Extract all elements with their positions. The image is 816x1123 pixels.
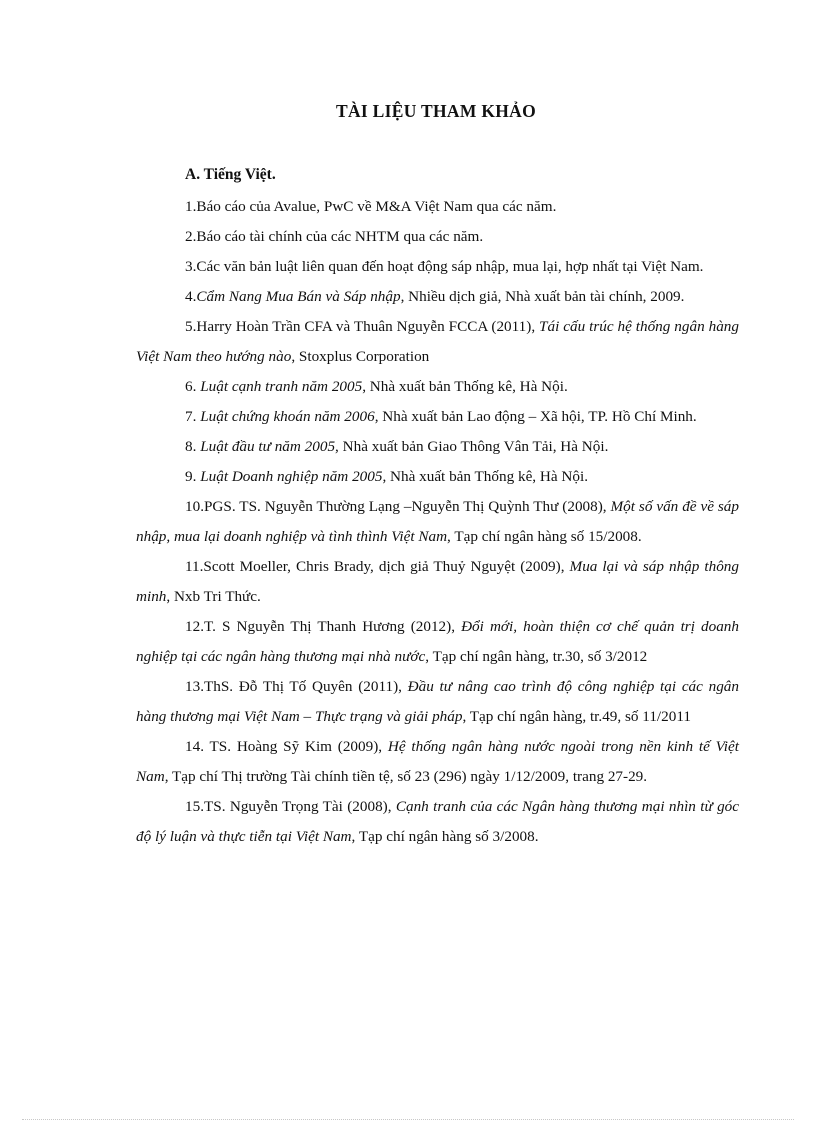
reference-item bbox=[136, 732, 739, 792]
reference-details: , Tạp chí ngân hàng, tr.30, số 3/2012 bbox=[425, 648, 648, 665]
reference-number: 14. bbox=[185, 738, 210, 755]
reference-item bbox=[136, 192, 739, 222]
reference-number: 3. bbox=[185, 258, 197, 275]
reference-details: , Tạp chí ngân hàng số 3/2008. bbox=[351, 828, 539, 845]
reference-details: , Nxb Tri Thức. bbox=[166, 588, 261, 605]
reference-text: ThS. Đỗ Thị Tố Quyên (2011), bbox=[203, 678, 408, 695]
reference-item bbox=[136, 372, 739, 402]
reference-title: Đổi mới, hoàn thiện cơ chế quản trị doanh nghiệp tại các ngân hàng thương mại nhà nước bbox=[136, 618, 739, 665]
reference-title: Cẩm Nang Mua Bán và Sáp nhập bbox=[196, 288, 401, 305]
reference-details: , Stoxplus Corporation bbox=[291, 348, 430, 365]
reference-number: 13. bbox=[185, 678, 204, 695]
reference-text: PGS. TS. Nguyễn Thường Lạng –Nguyễn Thị Quỳnh Thư (2008), bbox=[203, 498, 611, 515]
page-bottom-divider bbox=[22, 1119, 794, 1120]
reference-title: Hệ thống ngân hàng nước ngoài trong nền kinh tế Việt Nam bbox=[136, 738, 739, 785]
reference-item bbox=[136, 222, 739, 252]
reference-title: Mua lại và sáp nhập thông minh bbox=[136, 558, 739, 605]
reference-text: Báo cáo của Avalue, PwC về M&A Việt Nam qua các năm. bbox=[196, 198, 557, 215]
reference-number: 9. bbox=[185, 468, 201, 485]
reference-item bbox=[136, 402, 739, 432]
reference-details: , Nhà xuất bản Giao Thông Vân Tải, Hà Nội. bbox=[335, 438, 609, 455]
reference-title: Luật đầu tư năm 2005 bbox=[200, 438, 336, 455]
reference-number: 1. bbox=[185, 198, 197, 215]
reference-item bbox=[136, 432, 739, 462]
reference-item bbox=[136, 252, 739, 282]
reference-number: 8. bbox=[185, 438, 201, 455]
reference-number: 11. bbox=[185, 558, 204, 575]
reference-text: TS. Nguyễn Trọng Tài (2008), bbox=[203, 798, 396, 815]
reference-title: Tái cấu trúc hệ thống ngân hàng Việt Nam theo hướng nào bbox=[136, 318, 739, 365]
reference-item bbox=[136, 792, 739, 852]
reference-item bbox=[136, 612, 739, 672]
reference-details: , Nhà xuất bản Thống kê, Hà Nội. bbox=[362, 378, 568, 395]
reference-title: Luật chứng khoán năm 2006 bbox=[200, 408, 375, 425]
reference-text: Harry Hoàn Trần CFA và Thuân Nguyễn FCCA (2011), bbox=[196, 318, 540, 335]
page-title: TÀI LIỆU THAM KHẢO bbox=[335, 101, 537, 121]
section-heading: A. Tiếng Việt. bbox=[185, 166, 276, 183]
reference-details: , Tạp chí Thị trường Tài chính tiền tệ, số 23 (296) ngày 1/12/2009, trang 27-29. bbox=[164, 768, 648, 785]
reference-number: 6. bbox=[185, 378, 201, 395]
reference-title: Luật Doanh nghiệp năm 2005 bbox=[200, 468, 383, 485]
reference-details: , Nhà xuất bản Lao động – Xã hội, TP. Hồ Chí Minh. bbox=[374, 408, 697, 425]
reference-text: Báo cáo tài chính của các NHTM qua các năm. bbox=[196, 228, 484, 245]
reference-number: 7. bbox=[185, 408, 201, 425]
reference-item bbox=[136, 552, 739, 612]
reference-title: Đầu tư nâng cao trình độ công nghiệp tại các ngân hàng thương mại Việt Nam – Thực trạng và giải pháp bbox=[136, 678, 739, 725]
reference-text: Scott Moeller, Chris Brady, dịch giả Thuỷ Nguyệt (2009), bbox=[203, 558, 570, 575]
reference-list bbox=[136, 192, 739, 852]
reference-details: , Nhiều dịch giả, Nhà xuất bản tài chính, 2009. bbox=[400, 288, 685, 305]
reference-number: 5. bbox=[185, 318, 197, 335]
reference-text: T. S Nguyễn Thị Thanh Hương (2012), bbox=[203, 618, 462, 635]
reference-title: Cạnh tranh của các Ngân hàng thương mại nhìn từ góc độ lý luận và thực tiễn tại Việt Nam bbox=[136, 798, 739, 845]
reference-item bbox=[136, 492, 739, 552]
reference-item bbox=[136, 312, 739, 372]
reference-number: 15. bbox=[185, 798, 204, 815]
reference-title: Một số vấn đề về sáp nhập, mua lại doanh nghiệp và tình thình Việt Nam bbox=[136, 498, 739, 545]
reference-number: 12. bbox=[185, 618, 204, 635]
reference-title: Luật cạnh tranh năm 2005 bbox=[200, 378, 363, 395]
reference-item bbox=[136, 282, 739, 312]
reference-text: TS. Hoàng Sỹ Kim (2009), bbox=[209, 738, 388, 755]
reference-text: Các văn bản luật liên quan đến hoạt động sáp nhập, mua lại, hợp nhất tại Việt Nam. bbox=[196, 258, 704, 275]
reference-details: , Tạp chí ngân hàng số 15/2008. bbox=[447, 528, 642, 545]
reference-item bbox=[136, 672, 739, 732]
reference-details: , Nhà xuất bản Thống kê, Hà Nội. bbox=[382, 468, 588, 485]
reference-number: 10. bbox=[185, 498, 204, 515]
reference-number: 4. bbox=[185, 288, 197, 305]
reference-details: , Tạp chí ngân hàng, tr.49, số 11/2011 bbox=[462, 708, 691, 725]
reference-number: 2. bbox=[185, 228, 197, 245]
reference-item bbox=[136, 462, 739, 492]
